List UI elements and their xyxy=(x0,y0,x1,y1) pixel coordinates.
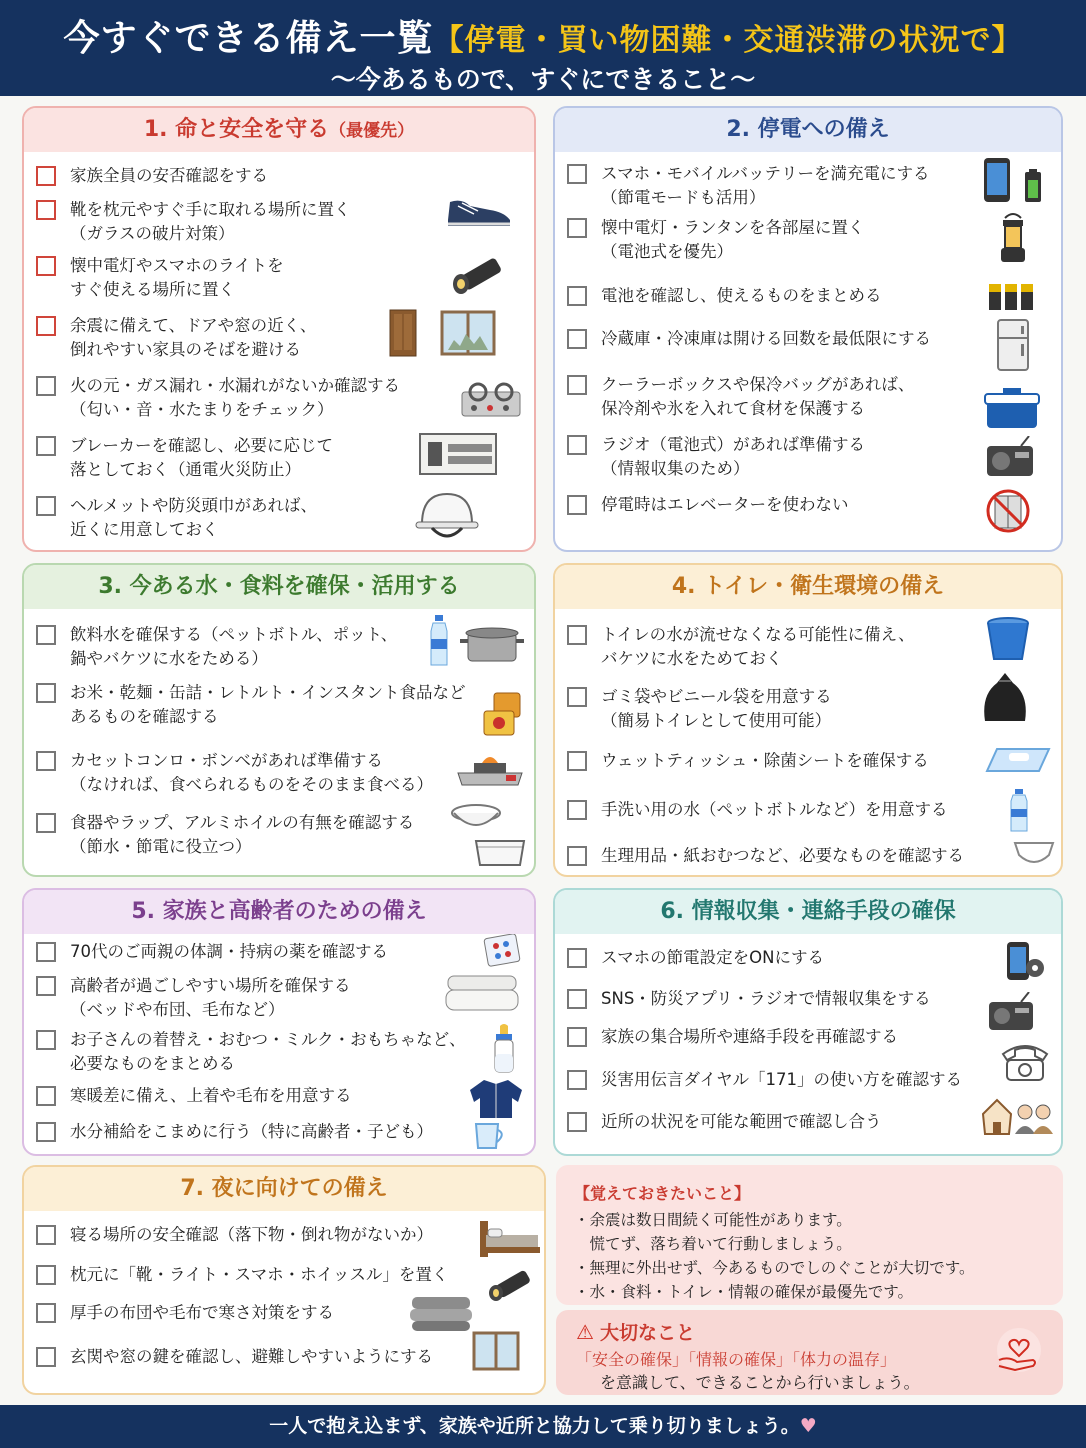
item-text: ラジオ（電池式）があれば準備する xyxy=(601,435,865,454)
checklist-item[interactable] xyxy=(567,284,882,308)
item-text: ウェットティッシュ・除菌シートを確保する xyxy=(601,751,929,770)
important-line1: 「安全の確保」「情報の確保」「体力の温存」 xyxy=(576,1350,897,1369)
heart-hand-icon xyxy=(993,1326,1045,1378)
heart-icon: ♥ xyxy=(799,1415,817,1437)
section-title xyxy=(24,108,534,152)
checkbox[interactable] xyxy=(36,1030,56,1050)
checklist-item[interactable] xyxy=(567,946,824,970)
item-text: 近所の状況を可能な範囲で確認し合う xyxy=(601,1112,882,1131)
item-text: 玄関や窓の鍵を確認し、避難しやすいようにする xyxy=(70,1347,433,1366)
item-note: （情報収集のため） xyxy=(601,459,750,478)
item-text: スマホ・モバイルバッテリーを満充電にする xyxy=(601,164,930,183)
section-title: 5. 家族と高齢者のための備え xyxy=(24,890,534,934)
canned-food-icon xyxy=(480,691,524,737)
checkbox[interactable] xyxy=(567,800,587,820)
item-text: 懐中電灯・ランタンを各部屋に置く （電池式を優先） xyxy=(601,218,865,261)
lantern-icon xyxy=(995,210,1031,266)
checkbox[interactable] xyxy=(36,166,56,186)
checklist-item[interactable] xyxy=(567,685,832,733)
door-icon xyxy=(388,308,418,358)
section-power-outage xyxy=(553,106,1063,552)
title-main: 今すぐできる備え一覧 xyxy=(63,18,434,59)
item-text: 70代のご両親の体調・持病の薬を確認する xyxy=(70,942,388,961)
no-elevator-icon xyxy=(985,488,1031,534)
item-text: 電池を確認し、使えるものをまとめる xyxy=(601,286,882,305)
checkbox[interactable] xyxy=(567,687,587,707)
important-line2: を意識して、できることから行いましょう。 xyxy=(600,1373,920,1392)
item-text: 寒暖差に備え、上着や毛布を用意する xyxy=(70,1086,352,1105)
checklist-item[interactable] xyxy=(36,314,316,362)
page-title xyxy=(0,10,1086,61)
checklist-item[interactable] xyxy=(567,798,948,822)
item-text: 停電時はエレベーターを使わない xyxy=(601,495,849,514)
checklist-item[interactable] xyxy=(36,623,397,671)
checkbox[interactable] xyxy=(567,751,587,771)
checkbox[interactable] xyxy=(36,436,56,456)
item-note: （匂い・音・水たまりをチェック） xyxy=(70,400,334,419)
item-text: 寝る場所の安全確認（落下物・倒れ物がないか） xyxy=(70,1225,433,1244)
checklist-item[interactable] xyxy=(36,434,333,482)
important-title: 大切なこと xyxy=(599,1322,695,1344)
item-text: 食器やラップ、アルミホイルの有無を確認する （節水・節電に役立つ） xyxy=(70,813,415,856)
important-heading xyxy=(576,1318,1043,1345)
checklist-item[interactable] xyxy=(36,974,351,1022)
bowl-icon xyxy=(450,801,502,831)
checklist-item[interactable] xyxy=(567,987,931,1011)
checkbox[interactable] xyxy=(36,1303,56,1323)
checklist-item[interactable] xyxy=(36,1084,352,1108)
item-text: 手洗い用の水（ペットボトルなど）を用意する xyxy=(601,800,948,819)
section-family-elderly xyxy=(22,888,536,1156)
checklist-item[interactable] xyxy=(36,254,284,302)
checkbox[interactable] xyxy=(36,1347,56,1367)
checklist-item[interactable] xyxy=(36,494,317,542)
checkbox[interactable] xyxy=(36,1122,56,1142)
checkbox[interactable] xyxy=(36,256,56,276)
item-text: 家族の集合場所や連絡手段を再確認する xyxy=(601,1027,898,1046)
section-title: 6. 情報収集・連絡手段の確保 xyxy=(555,890,1061,934)
water-bottle-icon xyxy=(1009,787,1029,833)
checkbox[interactable] xyxy=(36,976,56,996)
item-text: ゴミ袋やビニール袋を用意する （簡易トイレとして使用可能） xyxy=(601,687,832,730)
checkbox[interactable] xyxy=(36,1086,56,1106)
checklist-item[interactable] xyxy=(36,1263,448,1287)
checkbox[interactable] xyxy=(36,376,56,396)
section-water-food xyxy=(22,563,536,877)
checklist-item[interactable] xyxy=(567,844,964,868)
checkbox[interactable] xyxy=(36,1265,56,1285)
checkbox[interactable] xyxy=(36,683,56,703)
item-text: お子さんの着替え・おむつ・ミルク・おもちゃなど、 必要なものをまとめる xyxy=(70,1030,466,1073)
checklist-item[interactable] xyxy=(36,811,414,859)
telephone-icon xyxy=(999,1040,1051,1082)
cooler-box-icon xyxy=(983,388,1041,430)
item-text: 生理用品・紙おむつなど、必要なものを確認する xyxy=(601,846,964,865)
shoes-icon xyxy=(444,190,520,230)
battery-pack-icon xyxy=(1021,168,1045,204)
item-text: スマホの節電設定をONにする xyxy=(601,948,825,967)
section-night xyxy=(22,1165,546,1395)
cassette-stove-icon xyxy=(454,751,526,789)
radio-icon xyxy=(987,992,1035,1032)
helmet-icon xyxy=(414,488,480,544)
memo-title: 【覚えておきたいこと】 xyxy=(574,1184,751,1203)
smartphone-icon xyxy=(981,156,1015,204)
checkbox[interactable] xyxy=(567,948,587,968)
item-text: 靴を枕元やすぐ手に取れる場所に置く xyxy=(70,200,351,219)
radio-icon xyxy=(985,436,1035,478)
water-bottle-icon xyxy=(428,613,450,669)
checkbox[interactable] xyxy=(36,813,56,833)
checkbox[interactable] xyxy=(567,495,587,515)
checklist-item[interactable] xyxy=(567,749,929,773)
item-text: 余震に備えて、ドアや窓の近く、 倒れやすい家具のそばを避ける xyxy=(70,316,317,359)
item-note: （節電モードも活用） xyxy=(601,188,766,207)
checklist-item[interactable] xyxy=(36,1223,433,1247)
title-highlight: 【停電・買い物困難・交通渋滞の状況で】 xyxy=(433,23,1023,58)
checklist-item[interactable] xyxy=(36,1345,433,1369)
checklist-item[interactable] xyxy=(567,327,931,351)
item-text: カセットコンロ・ボンベがあれば準備する （なければ、食べられるものをそのまま食べる） xyxy=(70,751,433,794)
checkbox[interactable] xyxy=(567,375,587,395)
item-text: ブレーカーを確認し、必要に応じて 落としておく（通電火災防止） xyxy=(70,436,334,479)
checkbox[interactable] xyxy=(36,625,56,645)
checkbox[interactable] xyxy=(567,1070,587,1090)
breaker-panel-icon xyxy=(418,432,498,476)
checklist-item[interactable] xyxy=(36,1120,433,1144)
checkbox[interactable] xyxy=(36,942,56,962)
neighbors-icon xyxy=(979,1094,1055,1136)
item-text: 枕元に「靴・ライト・スマホ・ホイッスル」を置く xyxy=(70,1265,449,1284)
item-text: クーラーボックスや保冷バッグがあれば、 保冷剤や氷を入れて食材を保護する xyxy=(601,375,915,418)
checklist-item[interactable] xyxy=(567,216,864,264)
item-text: 懐中電灯やスマホのライトを すぐ使える場所に置く xyxy=(70,256,284,299)
folded-blanket-icon xyxy=(408,1293,474,1333)
section-title: 3. 今ある水・食料を確保・活用する xyxy=(24,565,534,609)
window-icon xyxy=(440,310,496,356)
memo-lines: ・余震は数日間続く可能性があります。 慌てず、落ち着いて行動しましょう。 ・無理に外出せず、今あるものでしのぐことが大切です。 ・水・食料・トイレ・情報の確保が最優先です。 xyxy=(574,1211,975,1301)
item-text: 家族全員の安否確認をする xyxy=(70,166,268,185)
baby-bottle-icon xyxy=(490,1024,518,1074)
checklist-item[interactable] xyxy=(567,623,915,671)
checklist-item[interactable] xyxy=(567,1025,898,1049)
memo-box xyxy=(556,1165,1063,1305)
item-text: 冷蔵庫・冷凍庫は開ける回数を最低限にする xyxy=(601,329,931,348)
page-header xyxy=(0,0,1086,96)
checklist-item[interactable] xyxy=(36,749,433,797)
refrigerator-icon xyxy=(995,318,1031,372)
checkbox[interactable] xyxy=(36,496,56,516)
checkbox[interactable] xyxy=(567,435,587,455)
checklist-item[interactable] xyxy=(567,1068,962,1092)
section-title-text: 1. 命と安全を守る xyxy=(143,117,330,142)
item-text: 火の元・ガス漏れ・水漏れがないか確認する xyxy=(70,376,400,395)
checkbox[interactable] xyxy=(36,316,56,336)
checklist-item[interactable] xyxy=(567,1110,882,1134)
futon-icon xyxy=(444,970,520,1014)
page-subtitle: ～今あるもので、すぐにできること～ xyxy=(330,65,756,94)
item-note: （ガラスの破片対策） xyxy=(70,224,235,243)
checklist-item[interactable] xyxy=(36,940,388,964)
page-footer xyxy=(0,1405,1086,1448)
bed-icon xyxy=(476,1217,542,1261)
item-text: ヘルメットや防災頭巾があれば、 近くに用意しておく xyxy=(70,496,318,539)
batteries-icon xyxy=(985,278,1041,312)
medicine-icon xyxy=(482,934,522,968)
checklist-item[interactable] xyxy=(567,373,914,421)
checkbox[interactable] xyxy=(567,164,587,184)
checklist-item[interactable] xyxy=(567,433,865,481)
cup-icon xyxy=(472,1122,506,1150)
section-title: 4. トイレ・衛生環境の備え xyxy=(555,565,1061,609)
pot-icon xyxy=(460,621,524,665)
jacket-icon xyxy=(468,1076,524,1120)
checkbox[interactable] xyxy=(567,989,587,1009)
checklist-item[interactable] xyxy=(36,681,466,729)
section-title: 7. 夜に向けての備え xyxy=(24,1167,544,1211)
footer-text: 一人で抱え込まず、家族や近所と協力して乗り切りましょう。 xyxy=(269,1415,800,1437)
checkbox[interactable] xyxy=(36,1225,56,1245)
flashlight-icon xyxy=(449,248,509,298)
checklist-item[interactable] xyxy=(567,162,930,210)
window-icon xyxy=(472,1331,520,1371)
checkbox[interactable] xyxy=(567,286,587,306)
section-information xyxy=(553,888,1063,1156)
checklist-item[interactable] xyxy=(36,198,351,246)
flashlight-icon xyxy=(484,1263,536,1303)
gas-stove-icon xyxy=(460,378,522,418)
warning-icon: ⚠ xyxy=(576,1319,594,1344)
wet-tissue-icon xyxy=(983,741,1053,779)
checkbox[interactable] xyxy=(567,1027,587,1047)
section-title: 2. 停電への備え xyxy=(555,108,1061,152)
important-box xyxy=(556,1310,1063,1395)
item-text: 災害用伝言ダイヤル「171」の使い方を確認する xyxy=(601,1070,962,1089)
section-safety xyxy=(22,106,536,552)
container-icon xyxy=(472,835,528,869)
checkbox[interactable] xyxy=(567,625,587,645)
checklist-item[interactable] xyxy=(36,1028,466,1076)
checklist-item[interactable] xyxy=(36,164,268,188)
checklist-item[interactable] xyxy=(567,493,849,517)
checkbox[interactable] xyxy=(36,200,56,220)
diaper-icon xyxy=(1013,839,1055,869)
section-toilet-hygiene xyxy=(553,563,1063,877)
checkbox[interactable] xyxy=(567,329,587,349)
item-text: SNS・防災アプリ・ラジオで情報収集をする xyxy=(601,989,931,1008)
garbage-bag-icon xyxy=(979,671,1031,727)
checklist-item[interactable] xyxy=(36,374,400,422)
item-text: お米・乾麺・缶詰・レトルト・インスタント食品など あるものを確認する xyxy=(70,683,466,726)
item-text: 水分補給をこまめに行う（特に高齢者・子ども） xyxy=(70,1122,433,1141)
checkbox[interactable] xyxy=(567,846,587,866)
checkbox[interactable] xyxy=(567,1112,587,1132)
item-note: （ベッドや布団、毛布など） xyxy=(70,1000,285,1019)
item-text: 高齢者が過ごしやすい場所を確保する xyxy=(70,976,351,995)
checkbox[interactable] xyxy=(567,218,587,238)
phone-settings-icon xyxy=(1001,940,1047,984)
bucket-icon xyxy=(985,615,1031,663)
item-text: 飲料水を確保する（ペットボトル、ポット、 鍋やバケツに水をためる） xyxy=(70,625,398,668)
item-text: トイレの水が流せなくなる可能性に備え、 バケツに水をためておく xyxy=(601,625,915,668)
checklist-item[interactable] xyxy=(36,1301,334,1325)
section-title-sub: （最優先） xyxy=(329,121,415,141)
item-text: 厚手の布団や毛布で寒さ対策をする xyxy=(70,1303,334,1322)
checkbox[interactable] xyxy=(36,751,56,771)
